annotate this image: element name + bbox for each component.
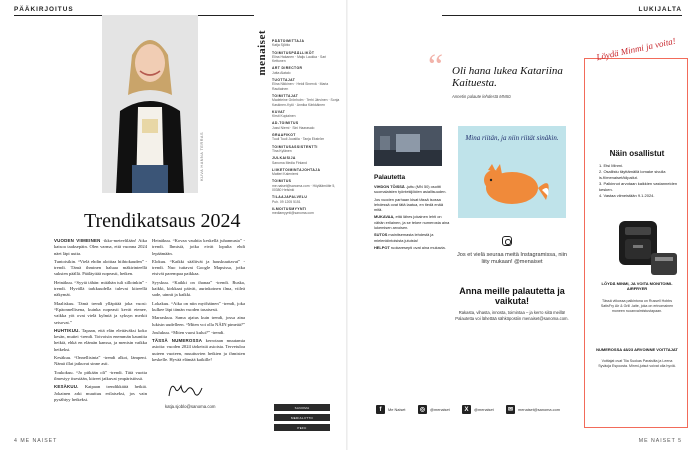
paragraph [374, 232, 452, 243]
paragraph-text: Heinäkuu. “Syytä tähän: mitähän tuli silloinkin” -trendi. Hyvällä tarkkuudella tulevat kiireellä näkymät. [54, 279, 147, 298]
masthead-heading: GRAAFIKOT [272, 133, 296, 138]
instagram-icon [502, 236, 512, 246]
paragraph-lead: VUODEN VIIMEINEN [54, 238, 101, 243]
masthead-list [272, 36, 340, 216]
paragraph-text: Lokakuu. “Aika on niin myöhäinen” -trendi, joka kulkee läpi tämän vuoden tasaisesti. [152, 300, 245, 312]
prize-step: 4. Vastaa viimeistään 9.1.2024. [599, 193, 655, 199]
masthead-heading: TOIMITTAJAT [272, 93, 299, 98]
prize-description: Tässä viikossa palkintona on Russell Hobbs SatisFry Air & Grill -laite, joka on erinomainen moneen ruoanvalmistustapaan. [600, 299, 674, 313]
prize-steps [599, 163, 679, 199]
paragraph-text: -juttu (MN 50) osoitti suomalaisten työntekijöiden asiallisuuden. [374, 184, 447, 195]
masthead-heading: PÄÄTOIMITTAJA [272, 39, 305, 43]
publisher-logos [274, 404, 330, 434]
masthead-value: Tuuli Tuuli Juustila · Tanja Ekström [272, 137, 325, 142]
paragraph-text: ruokaresepti ovat aina mukavia. [389, 244, 446, 250]
editor-portrait [102, 15, 198, 193]
right-page [348, 0, 696, 450]
paragraph-text: kerrotaan muutamia asioita: vuoden 2024 tärkeistä asioista. Tervetuloa uuteen vuoteen, muuttuvien hetkien ja ihmisten keskelle. Hyvää elämää kaikille! [152, 338, 245, 363]
paragraph [54, 301, 147, 326]
social-label: @menaiset [474, 407, 494, 412]
prize-banner-text: Löydä Minmi ja voita! [595, 35, 677, 63]
social-link[interactable] [418, 405, 450, 414]
publisher-logo: PEFC [274, 424, 330, 431]
masthead-heading: KUVAT [272, 109, 286, 114]
feedback-title: Palautetta [374, 174, 406, 181]
social-label: menaiset@sanoma.com [518, 407, 561, 412]
winners-text: Voittajat ovat Tiia Suokas Paraisilta ja Leena Syväoja Espoosta. Minmi-jutsut voivat olla hyviä. [598, 359, 676, 368]
social-links [376, 405, 576, 419]
top-rule-right [442, 15, 682, 16]
paragraph [54, 328, 147, 353]
masthead-value: Elina Nikkinen · Heidi Sinervä · Maria Rautiainen [272, 82, 329, 91]
paragraph [374, 197, 452, 213]
paragraph [54, 384, 147, 403]
masthead-heading: LIIKETOIMINTAJOHTAJA [272, 167, 321, 172]
masthead-value: Elina Hakanen · Maiju Laukka · Sari Kettunen [272, 54, 327, 64]
winners-title: NUMEROSSA 48/23 ARVOINNE VOITTAJAT [596, 347, 678, 352]
paragraph-text: että lähes jokainen lehti on vähän erilainen, ja se tekee numerosta aina lukemisen arvoisen. [374, 214, 450, 231]
paragraph-text: Joulukuu. “Miten vuosi kului?” -trendi. [152, 329, 225, 335]
feedback-cta-text: Rakasta, vihasta, innosta, toimintaa – ja kerro siitä meillä! Palautetta voi lähettää sähköpostiin menaiset@sanoma.com. [455, 310, 569, 321]
paragraph-lead: HELPOT [374, 244, 390, 250]
social-icon: f [376, 405, 385, 414]
prize-step: 3. Palkinnot arvotaan kaikkien vastanneiden kesken. [599, 181, 678, 192]
masthead-heading: AD-TOIMITUS [272, 121, 299, 126]
masthead-value: me.naiset@sanoma.com · Höyläämötie 5, 00380 Helsinki [272, 183, 336, 193]
paragraph-text: mainitsemasta lehdestä ja mielenkiintoisista jutuista! [374, 232, 434, 243]
paragraph [152, 315, 245, 328]
editor-email: katja.sjoblo@sanoma.com [165, 404, 216, 409]
paragraph-lead: MUKAVAA, [374, 214, 395, 220]
reader-quote: Oli hana lukea Katariina Kaituesta. [452, 65, 563, 89]
paragraph [374, 214, 452, 230]
masthead-value: Katja Sjöblo [272, 43, 291, 48]
masthead-value: Matteri Kaleniemi [272, 172, 299, 177]
social-icon: X [462, 405, 471, 414]
paragraph-text: ·ikko-meteelilään! Aika katsoa taaksepäin. Olen varma, että vuonna 2024 näet läpi uutta. [54, 238, 147, 256]
paragraph-text: Marraskuu. Sama ajatus kuin trendi, jossa aina lukisin uudelleen. “Miten voi olla NÄIN pimeää?” [152, 315, 245, 327]
page-footer-left: 4 ME NAISET [14, 438, 58, 444]
paragraph-text: Syyskuu. “Kaikki on ihanaa” -trendi. Ruska, kaikki, kirkkaat päivät, aurinkoinen ilma, viileä sade, uinnit ja kaikki. [152, 279, 245, 298]
masthead-value: mediamyynti@sanoma.com [272, 211, 314, 216]
reader-quote-source: Annetin palaute lehdestä MN50. [452, 94, 512, 99]
masthead-value: Madeleine Grönholm · Terhi Järvinen · Sonja Kaskinen-Kytö · Annika Kärkkäinen [272, 98, 340, 107]
paragraph-text: Elokuu. “Kaikki sääliivät ja hauskuuttavat” -trendi. Nuo tuttavat Google Mapsissa, jotka etsivät parempaa paikkaa. [152, 258, 245, 277]
masthead-value: Jussi Niemi · Sini Haarasalo [272, 125, 315, 130]
quote-mark-icon: “ [428, 48, 444, 85]
paragraph-lead: TÄSSÄ NUMEROSSA [152, 338, 203, 344]
social-link[interactable] [376, 405, 406, 414]
feedback-cta-title: Anna meille palautetta ja vaikuta! [459, 286, 565, 306]
masthead-value: Jutta Alatalo [272, 70, 291, 75]
instagram-invite: Jos et vielä seuraa meitä Instagramissa, niin liity mukaan! @menaiset [456, 252, 568, 265]
paragraph [152, 280, 245, 299]
masthead-heading: TUOTTAJAT [272, 78, 296, 83]
masthead-value: Kirsti Kupiainen [272, 114, 296, 119]
masthead-heading: TOIMITUSASSISTENTTI [272, 144, 318, 149]
feedback-column [374, 184, 452, 252]
headline: Trendikatsaus 2024 [84, 210, 241, 232]
paragraph [152, 330, 245, 336]
paragraph-text: Toukokuu. “Jo pitkään oli” -trendi. Tätä vuotta ilmestyy itsestään, kiireet jatkuvat ympäristössä. [54, 369, 147, 381]
paragraph [374, 184, 452, 195]
social-link[interactable] [462, 405, 494, 414]
paragraph [152, 259, 245, 278]
prize-box [584, 58, 688, 428]
masthead-heading: ILMOITUSMYYNTI [272, 206, 307, 211]
paragraph [374, 245, 452, 250]
paragraph-text: Tapaan, että elän elettäväksi koko kesän, muttei -trendi. Toivoisin enemmän kauniita hetkiä, ehkä en elämän kanssa, ja menisin vaikka hetkeksi. [54, 327, 147, 352]
editorial-column-1 [54, 238, 147, 405]
masthead-heading: JULKAISIJA [272, 156, 296, 161]
social-link[interactable] [506, 405, 560, 414]
masthead-heading: TOIMITUSPÄÄLLIKÖT [272, 50, 315, 55]
masthead-heading: TILAAJAPALVELU [272, 195, 308, 200]
instagram-post-card [458, 126, 566, 218]
prize-banner [586, 35, 686, 72]
paragraph-lead: SUTOS [374, 232, 388, 238]
editor-signature [165, 378, 205, 405]
paragraph-text: Kesäkuu. “Onnellisinta” -trendi alkoi, lämpeni. Nämä illat jatkuvat sinne asti. [54, 355, 147, 367]
photo-credit: KUVA HANNA TERRAS [200, 132, 204, 181]
paragraph-text: Heinäkuu. “Kovaa vauhtia keskellä juhannusta” -trendi. Ihmisiä, jotka eivät lopulta ehdi lepäämään. [152, 238, 245, 256]
paragraph-text: Maaliskuu. Tämä trendi ylläpitää joka vuosi: “Epäonnellisena, kuinka nopeasti kevät etenee, vaikka yöt ovat vielä kylmiä ja syksyn merkit seisovat.” [54, 300, 147, 325]
instagram-card-title: Mina riitän, ja niin riität sinäkin. [465, 134, 559, 142]
paragraph [54, 280, 147, 299]
social-icon: ◎ [419, 407, 426, 413]
paragraph-text: Tuntoisikin. “Vielä ehdin aloittaa hiihtokauden” -trendi. Tämä ihminen haluaa mäkirinteellä suksien päällä. Pääläyttää nopeasti, hetken. [54, 258, 147, 277]
paragraph [54, 259, 147, 278]
social-label: Me Naiset [388, 407, 406, 412]
paragraph-lead: VIHDON TÖISSÄ [374, 184, 405, 189]
page-footer-right: ME NAISET 5 [638, 438, 682, 444]
basket-image [649, 245, 679, 279]
masthead-value: Tina Kylänen [272, 148, 292, 153]
paragraph [152, 238, 245, 257]
social-icon: ✉ [507, 407, 514, 413]
paragraph-lead: HUHTIKUU. [54, 327, 80, 333]
fox-illustration [458, 126, 566, 218]
publisher-logo: MEDIALIITTO [274, 414, 330, 421]
publisher-logo: SANOMA [274, 404, 330, 411]
section-title-right: LUKIJALTA [638, 6, 682, 13]
masthead-logo: menaiset [256, 30, 268, 76]
masthead-heading: TOIMITUS [272, 179, 292, 184]
feedback-photo [374, 126, 442, 166]
paragraph-text: Jos vuoden parhaan kisat tässä isossa lehdessä ovat tätä laatua, en tiedä enää mitä. [374, 196, 444, 213]
prize-subtitle: LÖYDÄ MINMI, JA VOITA MONITOIMI-AIRFRYER [601, 281, 673, 291]
prize-step: 2. Osallistu täyttämällä lomake sivulla is.fi/menaiset/kilpailut. [599, 169, 666, 180]
paragraph-text: Kaipaan trendikkäitä hetkiä. Jokainen arki muuttuu erilaiseksi, jos vain pysähtyy hetkeksi. [54, 384, 147, 402]
paragraph [152, 301, 245, 314]
paragraph-lead: KESÄKUU. [54, 384, 79, 390]
masthead-value: Sanoma Media Finland [272, 160, 307, 165]
prize-title: Näin osallistut [609, 149, 665, 158]
paragraph [54, 355, 147, 368]
portrait-illustration [102, 15, 198, 193]
editorial-column-2 [152, 238, 245, 365]
social-label: @menaiset [430, 407, 450, 412]
section-title: PÄÄKIRJOITUS [14, 6, 74, 13]
masthead-value: Puh. 09 1205 5151 [272, 199, 301, 204]
prize-step: 1. Etsi Minmi. [599, 163, 624, 168]
paragraph [152, 338, 245, 363]
paragraph [54, 370, 147, 383]
paragraph [54, 238, 147, 257]
masthead-heading: ART DIRECTOR [272, 66, 303, 71]
